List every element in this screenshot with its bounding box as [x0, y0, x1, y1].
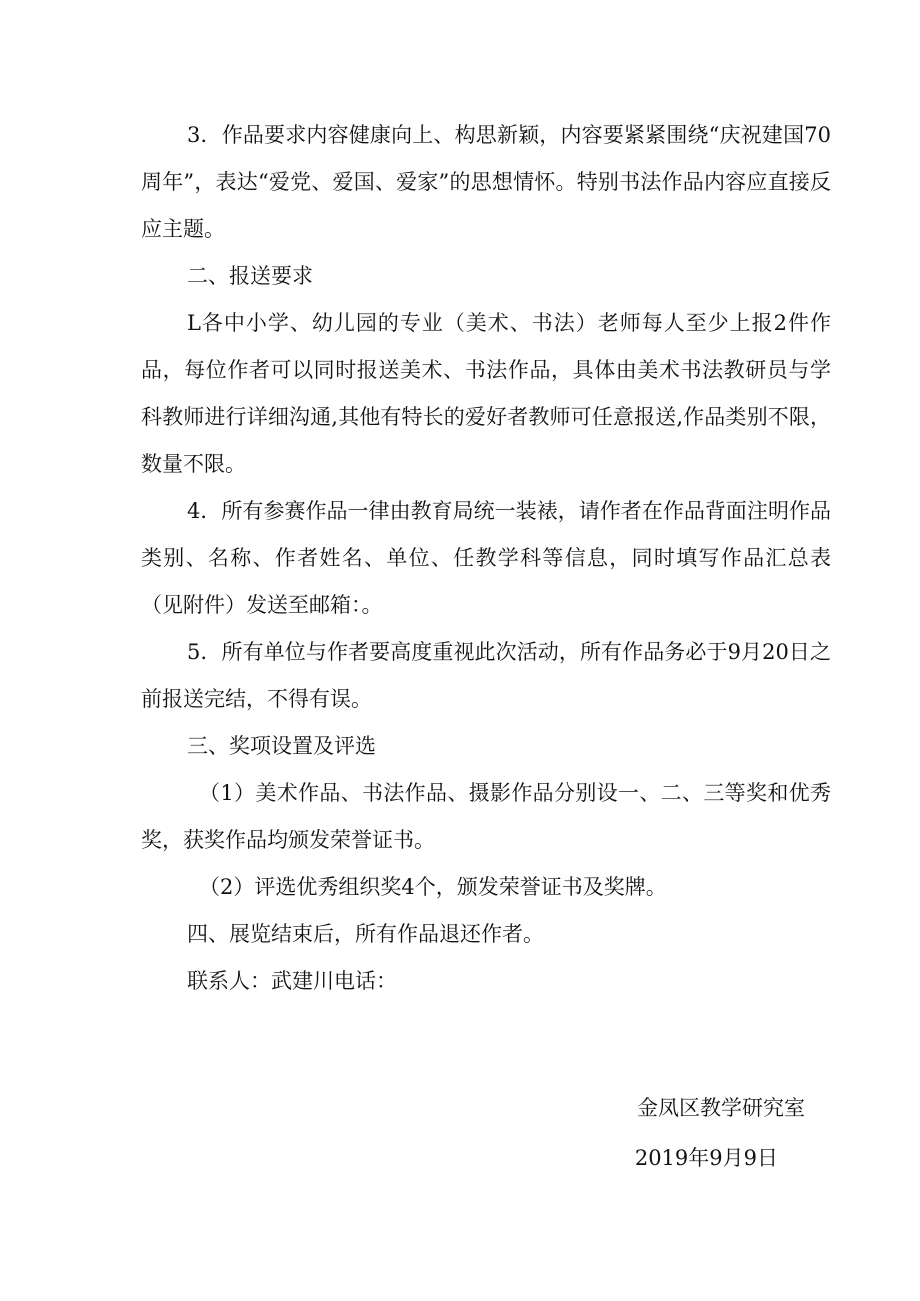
paragraph-item-5: 5．所有单位与作者要高度重视此次活动，所有作品务必于9月20日之前报送完结，不得有误。: [141, 640, 831, 711]
contact-line: 联系人：武建川电话：: [187, 969, 397, 993]
paragraph-item-4: 4．所有参赛作品一律由教育局统一装裱，请作者在作品背面注明作品类别、名称、作者姓名、单位、任教学科等信息，同时填写作品汇总表（见附件）发送至邮箱：。: [141, 499, 831, 617]
section-2-heading: 二、报送要求: [187, 264, 313, 288]
signature-date: 2019年9月9日: [634, 1146, 778, 1170]
section-3-heading: 三、奖项设置及评选: [187, 734, 376, 758]
document-body: [141, 112, 831, 1005]
paragraph-award-1: （1）美术作品、书法作品、摄影作品分别设一、二、三等奖和优秀奖，获奖作品均颁发荣誉证书。: [141, 781, 831, 852]
section-4-paragraph: 四、展览结束后，所有作品退还作者。: [187, 922, 544, 946]
paragraph-award-2: （2）评选优秀组织奖4个，颁发荣誉证书及奖牌。: [199, 875, 667, 899]
paragraph-item-l: L各中小学、幼儿园的专业（美术、书法）老师每人至少上报2件作品，每位作者可以同时报送美术、书法作品，具体由美术书法教研员与学科教师进行详细沟通,其他有特长的爱好者教师可任意报送,作品类别不限，数量不限。: [141, 311, 831, 476]
signature-organization: 金凤区教学研究室: [637, 1096, 805, 1120]
paragraph-item-3: 3．作品要求内容健康向上、构思新颖，内容要紧紧围绕“庆祝建国70周年”，表达“爱党、爱国、爱家”的思想情怀。特别书法作品内容应直接反应主题。: [141, 123, 831, 241]
